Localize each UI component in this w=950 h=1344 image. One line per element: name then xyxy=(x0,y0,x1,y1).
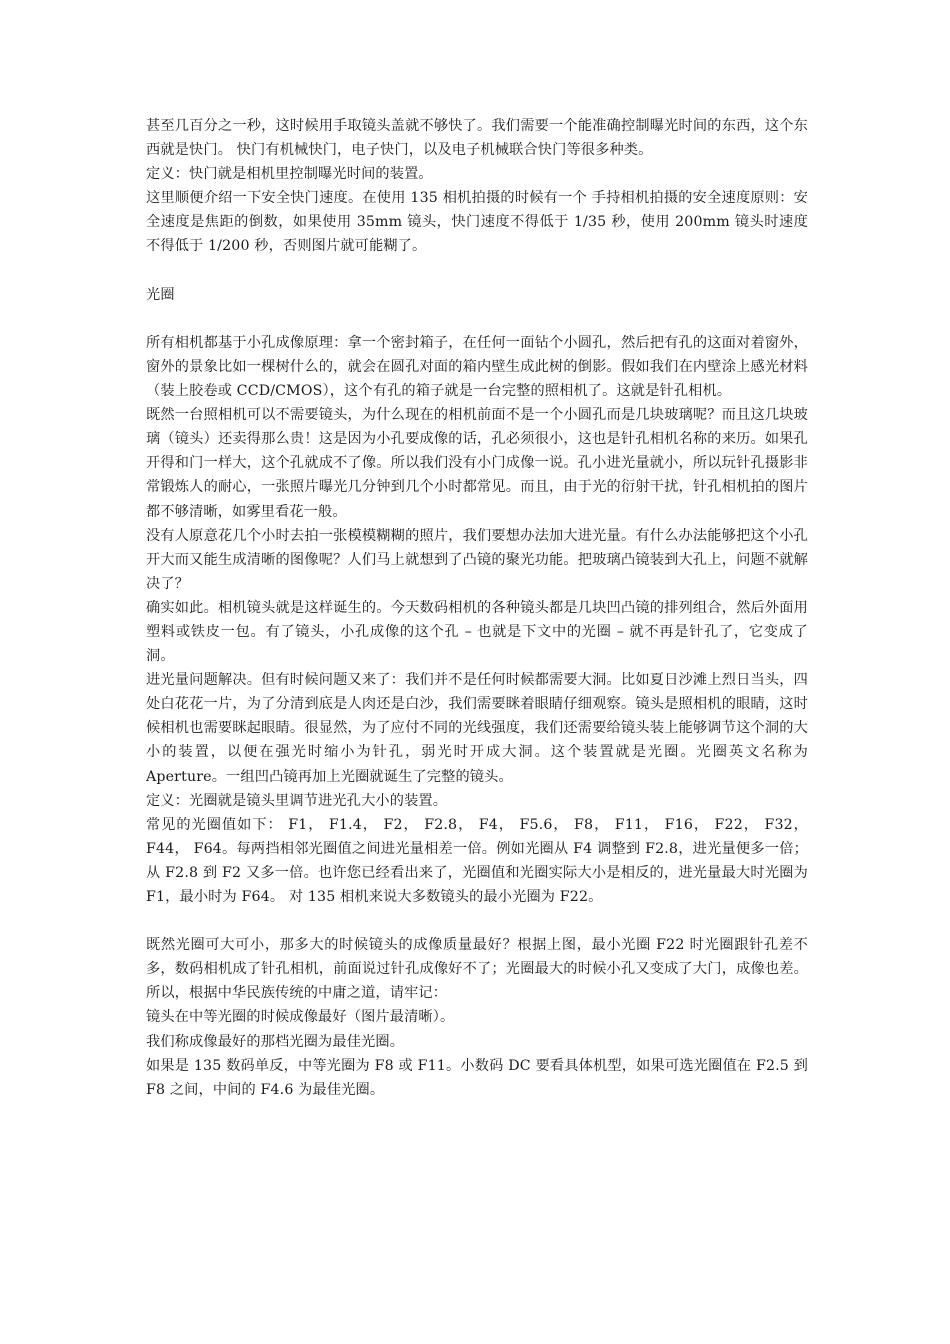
safe-shutter-speed-paragraph: 这里顺便介绍一下安全快门速度。在使用 135 相机拍摄的时候有一个 手持相机拍摄的安全速度原则：安全速度是焦距的倒数，如果使用 35mm 镜头，快门速度不得低于 1/35 秒，使用 200mm 镜头时速度不得低于 1/200 秒，否则图片就可能糊了。 xyxy=(146,190,808,255)
camera-type-paragraph: 如果是 135 数码单反，中等光圈为 F8 或 F11。小数码 DC 要看具体机型，如果可选光圈值在 F2.5 到 F8 之间，中间的 F4.6 为最佳光圈。 xyxy=(146,1057,808,1098)
shutter-paragraph-1: 甚至几百分之一秒，这时候用手取镜头盖就不够快了。我们需要一个能准确控制曝光时间的东西，这个东西就是快门。 快门有机械快门，电子快门，以及电子机械联合快门等很多种类。 xyxy=(146,118,808,159)
pinhole-paragraph: 所有相机都基于小孔成像原理：拿一个密封箱子，在任何一面钻个小圆孔，然后把有孔的这面对着窗外，窗外的景象比如一棵树什么的，就会在圆孔对面的箱内壁生成此树的倒影。假如我们在内壁涂上感光材料（装上胶卷或 CCD/CMOS），这个有孔的箱子就是一台完整的照相机了。这就是针孔相机。 xyxy=(146,334,808,400)
document-body xyxy=(146,114,808,1102)
aperture-device-paragraph: 进光量问题解决。但有时候问题又来了：我们并不是任何时候都需要大洞。比如夏日沙滩上烈日当头，四处白花花一片，为了分清到底是人肉还是白沙，我们需要眯着眼睛仔细观察。镜头是照相机的眼睛，这时候相机也需要眯起眼睛。很显然，为了应付不同的光线强度，我们还需要给镜头装上能够调节这个洞的大小的装置，以便在强光时缩小为针孔，弱光时开成大洞。这个装置就是光圈。光圈英文名称为 Aperture。一组凹凸镜再加上光圈就诞生了完整的镜头。 xyxy=(146,672,808,785)
mid-aperture-rule: 镜头在中等光圈的时候成像最好（图片最清晰）。 xyxy=(146,1009,455,1026)
best-aperture-paragraph: 既然光圈可大可小，那多大的时候镜头的成像质量最好？根据上图，最小光圈 F22 时光圈跟针孔差不多，数码相机成了针孔相机，前面说过针孔成像好不了；光圈最大的时候小孔又变成了大门，成像也差。所以，根据中华民族传统的中庸之道，请牢记： xyxy=(146,937,808,1002)
convex-lens-paragraph: 没有人原意花几个小时去拍一张模模糊糊的照片，我们要想办法加大进光量。有什么办法能够把这个小孔开大而又能生成清晰的图像呢？人们马上就想到了凸镜的聚光功能。把玻璃凸镜装到大孔上，问题不就解决了？ xyxy=(146,527,808,592)
blank-line xyxy=(146,259,808,283)
aperture-definition: 定义：光圈就是镜头里调节进光孔大小的装置。 xyxy=(146,792,448,809)
blank-line xyxy=(146,307,808,331)
why-lens-paragraph: 既然一台照相机可以不需要镜头，为什么现在的相机前面不是一个小圆孔而是几块玻璃呢？而且这几块玻璃（镜头）还卖得那么贵！这是因为小孔要成像的话，孔必须很小，这也是针孔相机名称的来历。如果孔开得和门一样大，这个孔就成不了像。所以我们没有小门成像一说。孔小进光量就小，所以玩针孔摄影非常锻炼人的耐心，一张照片曝光几分钟到几个小时都常见。而且，由于光的衍射干扰，针孔相机拍的图片都不够清晰，如雾里看花一般。 xyxy=(146,407,808,520)
blank-line xyxy=(146,909,808,933)
shutter-definition: 定义：快门就是相机里控制曝光时间的装置。 xyxy=(146,166,433,183)
best-aperture-definition: 我们称成像最好的那档光圈为最佳光圈。 xyxy=(146,1033,405,1050)
lens-birth-paragraph: 确实如此。相机镜头就是这样诞生的。今天数码相机的各种镜头都是几块凹凸镜的排列组合，然后外面用塑料或铁皮一包。有了镜头，小孔成像的这个孔 – 也就是下文中的光圈 – 就不再是针孔了，它变成了洞。 xyxy=(146,599,808,665)
aperture-heading: 光圈 xyxy=(146,286,175,303)
aperture-values-paragraph: 常见的光圈值如下： F1， F1.4， F2， F2.8， F4， F5.6， F8， F11， F16， F22， F32， F44， F64。每两挡相邻光圈值之间进光量相差一倍。例如光圈从 F4 调整到 F2.8，进光量便多一倍；从 F2.8 到 F2 又多一倍。也许您已经看出来了，光圈值和光圈实际大小是相反的，进光量最大时光圈为 F1，最小时为 F64。 对 135 相机来说大多数镜头的最小光圈为 F22。 xyxy=(146,816,808,905)
